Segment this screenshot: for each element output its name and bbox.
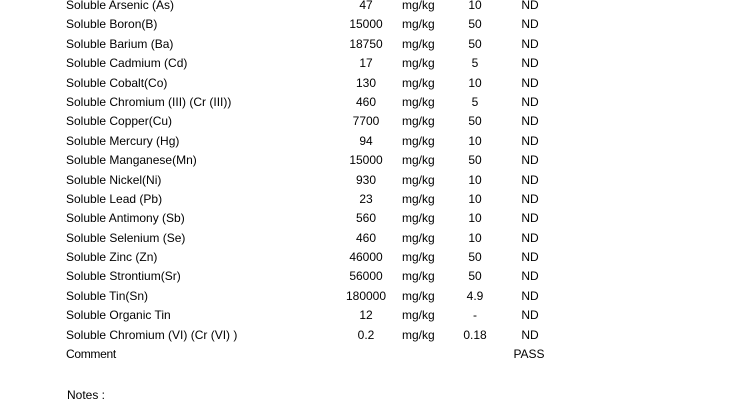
table-row — [0, 74, 750, 93]
limit-value: 94 — [359, 133, 373, 148]
table-row — [0, 0, 750, 15]
notes-label: Notes : — [67, 388, 106, 402]
unit-value: mg/kg — [402, 133, 435, 148]
comment-label: Comment — [66, 347, 116, 362]
comment-row — [0, 345, 750, 364]
analyte-name: Soluble Organic Tin — [66, 308, 171, 323]
result-value: ND — [521, 17, 539, 32]
mdl-value: - — [473, 308, 477, 323]
table-row — [0, 287, 750, 306]
analyte-name: Soluble Nickel(Ni) — [66, 172, 162, 187]
analyte-name: Soluble Cadmium (Cd) — [66, 56, 188, 71]
mdl-value: 10 — [468, 133, 482, 148]
result-value: ND — [521, 250, 539, 265]
table-row — [0, 306, 750, 325]
unit-value: mg/kg — [402, 288, 435, 303]
mdl-value: 50 — [468, 269, 482, 284]
unit-value: mg/kg — [402, 56, 435, 71]
limit-value: 18750 — [349, 36, 383, 51]
mdl-value: 10 — [468, 191, 482, 206]
table-row — [0, 54, 750, 73]
mdl-value: 10 — [468, 75, 482, 90]
analyte-name: Soluble Arsenic (As) — [66, 0, 175, 12]
result-value: ND — [521, 56, 539, 71]
limit-value: 46000 — [349, 250, 383, 265]
unit-value: mg/kg — [402, 153, 435, 168]
mdl-value: 0.18 — [463, 327, 487, 342]
analyte-name: Soluble Cobalt(Co) — [66, 75, 168, 90]
result-value: ND — [521, 211, 539, 226]
mdl-value: 50 — [468, 153, 482, 168]
mdl-value: 10 — [468, 211, 482, 226]
mdl-value: 5 — [471, 94, 479, 109]
table-row — [0, 267, 750, 286]
analyte-name: Soluble Zinc (Zn) — [66, 250, 158, 265]
table-row — [0, 35, 750, 54]
table-row — [0, 248, 750, 267]
unit-value: mg/kg — [402, 250, 435, 265]
analyte-name: Soluble Strontium(Sr) — [66, 269, 181, 284]
table-row — [0, 229, 750, 248]
limit-value: 460 — [355, 230, 377, 245]
mdl-value: 5 — [471, 56, 479, 71]
analyte-name: Soluble Selenium (Se) — [66, 230, 186, 245]
unit-value: mg/kg — [402, 191, 435, 206]
unit-value: mg/kg — [402, 17, 435, 32]
limit-value: 0.2 — [357, 327, 375, 342]
analyte-name: Soluble Antimony (Sb) — [66, 211, 185, 226]
result-value: ND — [521, 114, 539, 129]
limit-value: 47 — [359, 0, 373, 12]
result-value: ND — [521, 75, 539, 90]
result-value: ND — [521, 0, 539, 12]
limit-value: 180000 — [345, 288, 387, 303]
comment-verdict: PASS — [513, 347, 545, 362]
mdl-value: 10 — [468, 172, 482, 187]
limit-value: 23 — [359, 191, 373, 206]
analyte-name: Soluble Chromium (III) (Cr (III)) — [66, 94, 232, 109]
analyte-name: Soluble Barium (Ba) — [66, 36, 174, 51]
analyte-name: Soluble Mercury (Hg) — [66, 133, 180, 148]
result-value: ND — [521, 308, 539, 323]
analyte-name: Soluble Copper(Cu) — [66, 114, 173, 129]
unit-value: mg/kg — [402, 308, 435, 323]
result-value: ND — [521, 269, 539, 284]
mdl-value: 10 — [468, 0, 482, 12]
limit-value: 460 — [355, 94, 377, 109]
limit-value: 930 — [355, 172, 377, 187]
analyte-name: Soluble Lead (Pb) — [66, 191, 163, 206]
unit-value: mg/kg — [402, 114, 435, 129]
table-row — [0, 209, 750, 228]
result-value: ND — [521, 172, 539, 187]
limit-value: 7700 — [352, 114, 380, 129]
analyte-name: Soluble Manganese(Mn) — [66, 153, 197, 168]
mdl-value: 50 — [468, 114, 482, 129]
result-value: ND — [521, 191, 539, 206]
table-row — [0, 132, 750, 151]
table-row — [0, 326, 750, 345]
analyte-name: Soluble Chromium (VI) (Cr (VI) ) — [66, 327, 238, 342]
limit-value: 56000 — [349, 269, 383, 284]
mdl-value: 10 — [468, 230, 482, 245]
result-value: ND — [521, 94, 539, 109]
analyte-name: Soluble Boron(B) — [66, 17, 158, 32]
unit-value: mg/kg — [402, 327, 435, 342]
unit-value: mg/kg — [402, 230, 435, 245]
unit-value: mg/kg — [402, 0, 435, 12]
limit-value: 130 — [355, 75, 377, 90]
mdl-value: 4.9 — [466, 288, 484, 303]
mdl-value: 50 — [468, 17, 482, 32]
analyte-name: Soluble Tin(Sn) — [66, 288, 149, 303]
limit-value: 17 — [359, 56, 373, 71]
limit-value: 15000 — [349, 153, 383, 168]
table-row — [0, 151, 750, 170]
table-row — [0, 93, 750, 112]
result-value: ND — [521, 288, 539, 303]
unit-value: mg/kg — [402, 211, 435, 226]
result-value: ND — [521, 133, 539, 148]
result-value: ND — [521, 153, 539, 168]
unit-value: mg/kg — [402, 269, 435, 284]
table-row — [0, 190, 750, 209]
unit-value: mg/kg — [402, 36, 435, 51]
limit-value: 560 — [355, 211, 377, 226]
limit-value: 12 — [359, 308, 373, 323]
mdl-value: 50 — [468, 250, 482, 265]
table-row — [0, 15, 750, 34]
table-row — [0, 171, 750, 190]
result-value: ND — [521, 327, 539, 342]
table-row — [0, 112, 750, 131]
mdl-value: 50 — [468, 36, 482, 51]
result-value: ND — [521, 230, 539, 245]
unit-value: mg/kg — [402, 94, 435, 109]
limit-value: 15000 — [349, 17, 383, 32]
unit-value: mg/kg — [402, 172, 435, 187]
unit-value: mg/kg — [402, 75, 435, 90]
result-value: ND — [521, 36, 539, 51]
